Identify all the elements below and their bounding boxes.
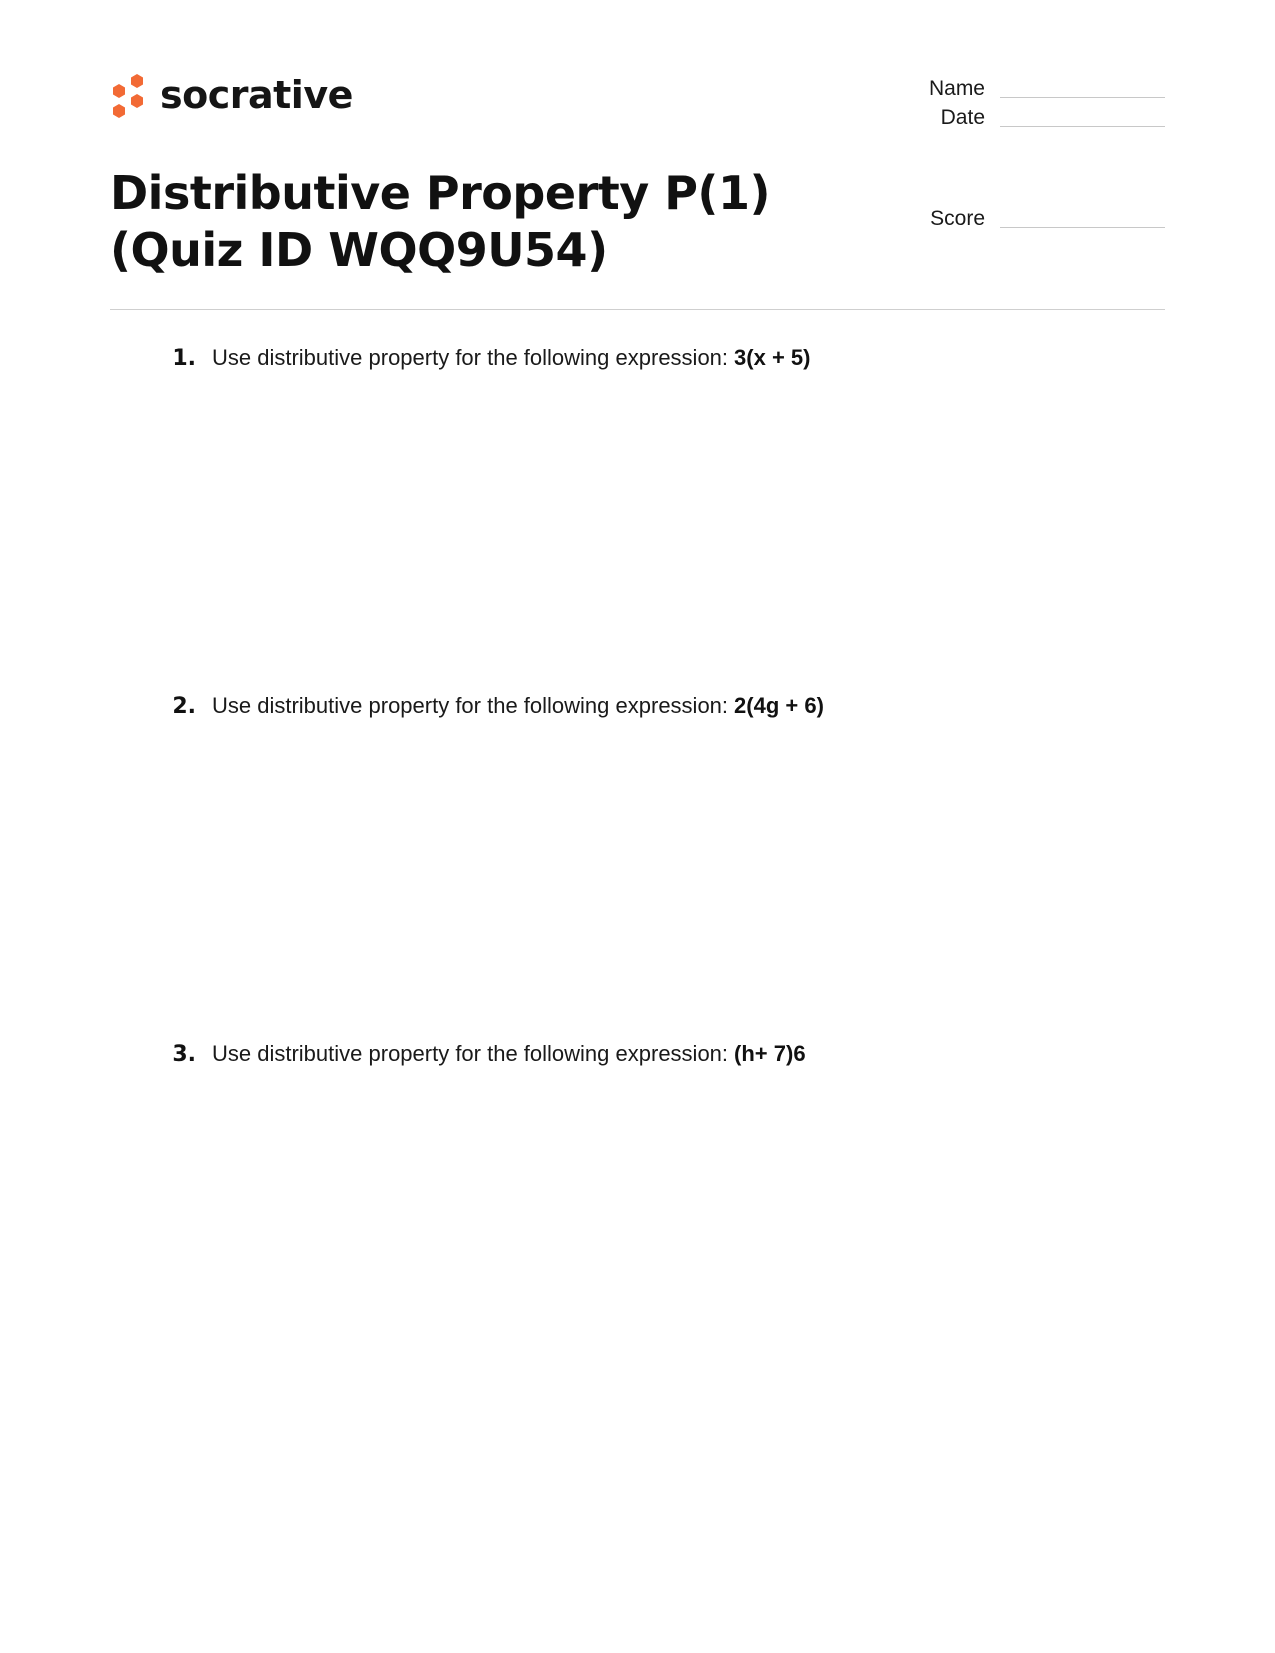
- question-item: [160, 1041, 1160, 1067]
- hexagon-cluster-icon: [110, 72, 150, 122]
- score-label: Score: [930, 207, 985, 230]
- quiz-title: Distributive Property P(1) (Quiz ID WQQ9U54): [110, 166, 770, 277]
- question-text: Use distributive property for the following expression:: [212, 1041, 729, 1066]
- question-text: Use distributive property for the following expression:: [212, 345, 729, 370]
- question-expression: 2(4g + 6): [734, 693, 824, 718]
- score-field[interactable]: [875, 208, 1165, 229]
- name-label: Name: [928, 77, 985, 100]
- brand-name: socrative: [160, 73, 353, 117]
- question-number: 1.: [172, 346, 196, 371]
- question-expression: (h+ 7)6: [734, 1041, 806, 1066]
- question-expression: 3(x + 5): [734, 345, 811, 370]
- student-info-fields: [880, 0, 1165, 260]
- name-field[interactable]: [875, 78, 1165, 99]
- date-line[interactable]: [1000, 125, 1165, 127]
- header-divider: [110, 309, 1165, 310]
- question-number: 3.: [172, 1042, 196, 1067]
- question-text: Use distributive property for the following expression:: [212, 693, 729, 718]
- socrative-logo: [110, 72, 353, 122]
- question-item: [160, 693, 1160, 719]
- date-label: Date: [940, 106, 985, 129]
- question-item: [160, 345, 1160, 371]
- date-field[interactable]: [875, 107, 1165, 128]
- name-line[interactable]: [1000, 96, 1165, 98]
- score-line[interactable]: [1000, 226, 1165, 228]
- question-number: 2.: [172, 694, 196, 719]
